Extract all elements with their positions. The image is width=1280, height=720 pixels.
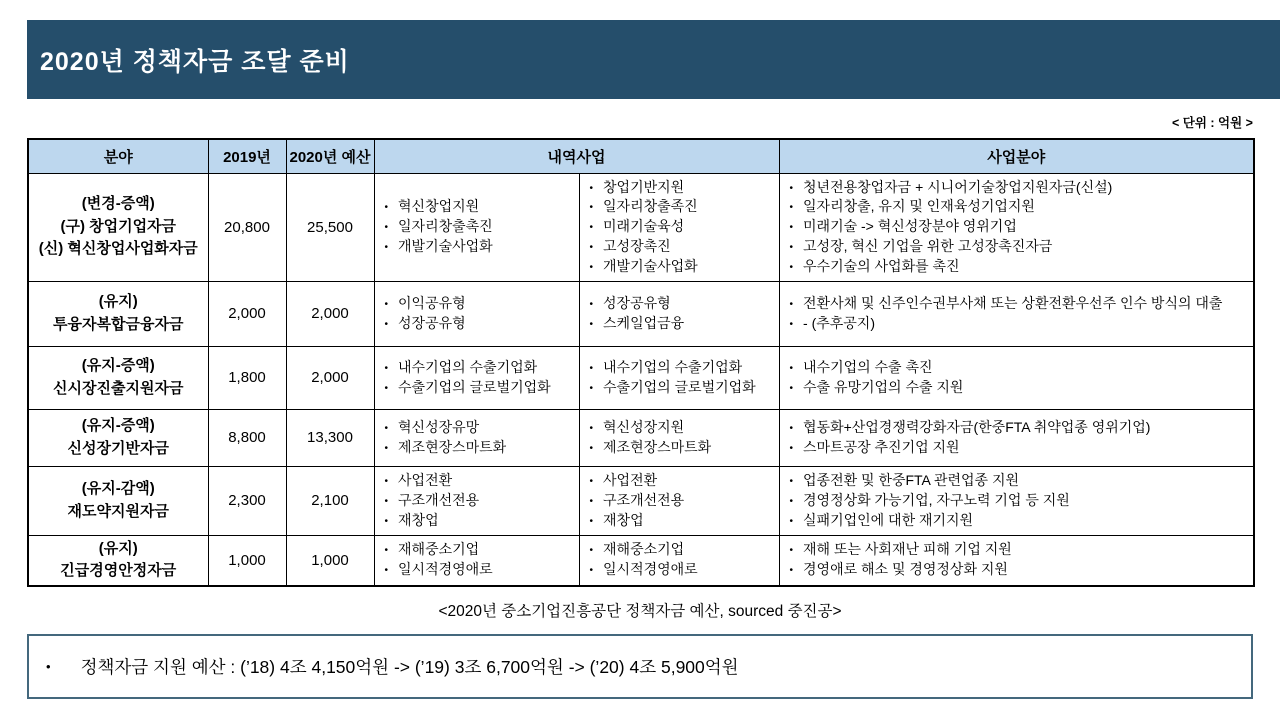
bullet-icon: •: [384, 545, 389, 557]
business-area-cell: • 협동화+산업경쟁력강화자금(한중FTA 취약업종 영위기업) • 스마트공장 추진기업 지원: [779, 409, 1254, 466]
bullet-icon: •: [789, 318, 794, 330]
business-area-cell: • 업종전환 및 한중FTA 관련업종 지원 • 경영정상화 가능기업, 자구노력 기업 등 지원 • 실패기업인에 대한 재기지원: [779, 466, 1254, 535]
bullet-icon: •: [589, 515, 594, 527]
bullet-icon: •: [384, 423, 389, 434]
col-header-2020-budget: 2020년 예산: [286, 139, 374, 173]
detail-right-cell: • 사업전환 • 구조개선전용 • 재창업: [579, 466, 779, 535]
business-area-cell: • 전환사채 및 신주인수권부사채 또는 상환전환우선주 인수 방식의 대출 • - (추후공지): [779, 281, 1254, 346]
bullet-icon: •: [46, 659, 51, 674]
table-caption: <2020년 중소기업진흥공단 정책자금 예산, sourced 중진공>: [438, 603, 842, 620]
field-cell: (유지-감액) 재도약지원자금: [28, 466, 208, 535]
bullet-icon: •: [589, 242, 594, 254]
summary-text: 정책자금 지원 예산 : (’18) 4조 4,150억원 -> (’19) 3조 6,700억원 -> (’20) 4조 5,900억원: [80, 657, 739, 677]
bullet-icon: •: [384, 565, 389, 576]
bullet-icon: •: [384, 222, 389, 234]
page-title: 2020년 정책자금 조달 준비: [40, 47, 350, 76]
bullet-icon: •: [789, 363, 794, 374]
bullet-icon: •: [589, 423, 594, 434]
bullet-icon: •: [789, 222, 794, 234]
summary-box: [27, 634, 1253, 699]
col-header-business-area: 사업분야: [779, 139, 1254, 173]
bullet-icon: •: [789, 475, 794, 487]
bullet-icon: •: [589, 442, 594, 454]
bullet-icon: •: [789, 202, 794, 214]
col-header-detail-programs: 내역사업: [374, 139, 779, 173]
business-area-cell: • 내수기업의 수출 촉진 • 수출 유망기업의 수출 지원: [779, 346, 1254, 409]
bullet-icon: •: [589, 382, 594, 394]
field-cell: (변경-증액) (구) 창업기업자금 (신) 혁신창업사업화자금: [28, 173, 208, 281]
bullet-icon: •: [384, 495, 389, 507]
bullet-icon: •: [589, 318, 594, 330]
bullet-icon: •: [384, 382, 389, 394]
detail-right-cell: • 재해중소기업 • 일시적경영애로: [579, 535, 779, 586]
field-cell: (유지-증액) 신시장진출지원자금: [28, 346, 208, 409]
detail-left-cell: • 내수기업의 수출기업화 • 수출기업의 글로벌기업화: [374, 346, 579, 409]
business-area-cell: • 청년전용창업자금 + 시니어기술창업지원자금(신설) • 일자리창출, 유지 및 인재육성기업지원 • 미래기술 -> 혁신성장분야 영위기업 • 고성장, 혁신 기업을 위한 고성장촉진자금 • 우수기술의 사업화를 촉진: [779, 173, 1254, 281]
bullet-icon: •: [789, 495, 794, 507]
bullet-icon: •: [789, 442, 794, 454]
detail-left-cell: • 혁신창업지원 • 일자리창출촉진 • 개발기술사업화: [374, 173, 579, 281]
bullet-icon: •: [789, 545, 794, 557]
detail-right-cell: • 창업기반지원 • 일자리창출족진 • 미래기술육성 • 고성장촉진 • 개발기술사업화: [579, 173, 779, 281]
bullet-icon: •: [384, 242, 389, 254]
title-banner: [27, 20, 1280, 99]
bullet-icon: •: [589, 545, 594, 557]
col-header-2019: 2019년: [208, 139, 286, 173]
detail-right-cell: • 성장공유형 • 스케일업금융: [579, 281, 779, 346]
bullet-icon: •: [589, 299, 594, 310]
bullet-icon: •: [589, 202, 594, 214]
budget-2020-cell: 1,000: [286, 535, 374, 586]
budget-2020-cell: 2,000: [286, 346, 374, 409]
bullet-icon: •: [384, 202, 389, 214]
bullet-icon: •: [789, 515, 794, 527]
budget-2020-cell: 2,100: [286, 466, 374, 535]
bullet-icon: •: [789, 423, 794, 434]
detail-right-cell: • 내수기업의 수출기업화 • 수출기업의 글로벌기업화: [579, 346, 779, 409]
bullet-icon: •: [789, 299, 794, 310]
bullet-icon: •: [384, 363, 389, 374]
budget-2020-cell: 25,500: [286, 173, 374, 281]
business-area-cell: • 재해 또는 사회재난 피해 기업 지원 • 경영애로 해소 및 경영정상화 지원: [779, 535, 1254, 586]
table-row: [28, 173, 1254, 281]
table-row: [28, 346, 1254, 409]
unit-label: < 단위 : 억원 >: [1172, 116, 1253, 130]
table-row: [28, 466, 1254, 535]
bullet-icon: •: [384, 475, 389, 487]
table-row: [28, 535, 1254, 586]
bullet-icon: •: [589, 475, 594, 487]
table-row: [28, 409, 1254, 466]
detail-left-cell: • 이익공유형 • 성장공유형: [374, 281, 579, 346]
policy-funding-table: [27, 138, 1255, 587]
table-header-row: [28, 139, 1254, 173]
table-row: [28, 281, 1254, 346]
bullet-icon: •: [789, 262, 794, 273]
detail-left-cell: • 혁신성장유망 • 제조현장스마트화: [374, 409, 579, 466]
detail-right-cell: • 혁신성장지원 • 제조현장스마트화: [579, 409, 779, 466]
budget-2020-cell: 13,300: [286, 409, 374, 466]
budget-2019-cell: 1,000: [208, 535, 286, 586]
bullet-icon: •: [589, 262, 594, 273]
detail-left-cell: • 사업전환 • 구조개선전용 • 재창업: [374, 466, 579, 535]
bullet-icon: •: [384, 318, 389, 330]
budget-2019-cell: 2,300: [208, 466, 286, 535]
col-header-field: 분야: [28, 139, 208, 173]
bullet-icon: •: [789, 182, 794, 194]
budget-2019-cell: 20,800: [208, 173, 286, 281]
bullet-icon: •: [789, 242, 794, 254]
bullet-icon: •: [384, 515, 389, 527]
bullet-icon: •: [384, 299, 389, 310]
bullet-icon: •: [589, 222, 594, 234]
bullet-icon: •: [589, 495, 594, 507]
bullet-icon: •: [589, 363, 594, 374]
bullet-icon: •: [589, 182, 594, 194]
field-cell: (유지) 투융자복합금융자금: [28, 281, 208, 346]
budget-2019-cell: 2,000: [208, 281, 286, 346]
bullet-icon: •: [384, 442, 389, 454]
field-cell: (유지) 긴급경영안정자금: [28, 535, 208, 586]
bullet-icon: •: [789, 382, 794, 394]
bullet-icon: •: [789, 565, 794, 576]
bullet-icon: •: [589, 565, 594, 576]
budget-2020-cell: 2,000: [286, 281, 374, 346]
field-cell: (유지-증액) 신성장기반자금: [28, 409, 208, 466]
budget-2019-cell: 1,800: [208, 346, 286, 409]
detail-left-cell: • 재해중소기업 • 일시적경영애로: [374, 535, 579, 586]
budget-2019-cell: 8,800: [208, 409, 286, 466]
